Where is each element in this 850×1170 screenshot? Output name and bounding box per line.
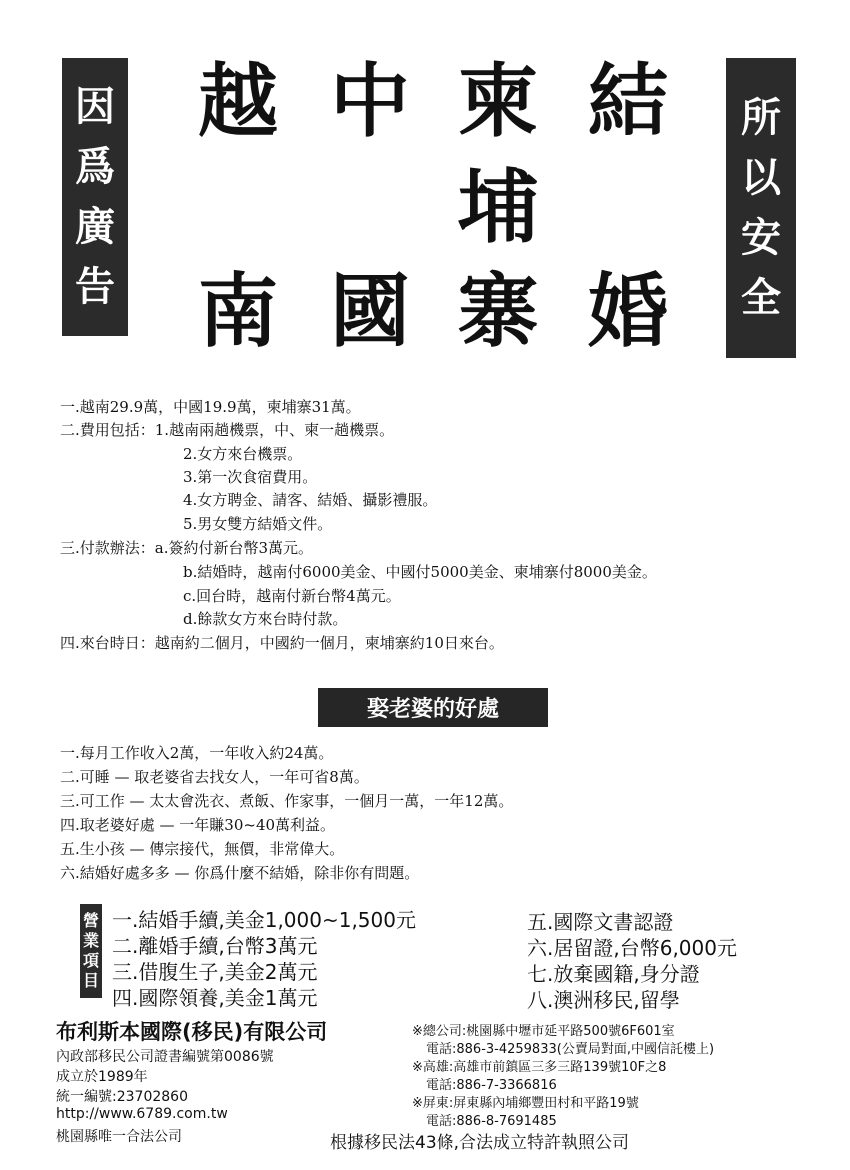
service-item: 六.居留證,台幣6,000元: [527, 936, 737, 960]
services-label-char: 業: [82, 931, 99, 950]
services-label-char: 營: [82, 911, 99, 930]
services-label-char: 目: [82, 971, 99, 990]
service-item: 三.借腹生子,美金2萬元: [112, 960, 318, 984]
benefit-item: 三.可工作 — 太太會洗衣、煮飯、作家事，一個月一萬，一年12萬。: [60, 792, 514, 810]
company-license: 內政部移民公司證書編號第0086號: [56, 1049, 274, 1065]
service-item: 八.澳洲移民,留學: [527, 988, 680, 1012]
address-line: ※高雄:高雄市前鎮區三多三路139號10F之8: [412, 1060, 667, 1075]
license-note: 根據移民法43條,合法成立特許執照公司: [330, 1133, 630, 1153]
headline-char: 寨: [458, 265, 538, 358]
left-banner-char: 爲: [75, 144, 115, 190]
terms-line: 3.第一次食宿費用。: [183, 468, 318, 486]
benefit-item: 二.可睡 — 取老婆省去找女人，一年可省8萬。: [60, 768, 369, 786]
service-item: 四.國際領養,美金1萬元: [112, 986, 318, 1010]
address-line: ※總公司:桃園縣中壢市延平路500號6F601室: [412, 1024, 675, 1039]
service-item: 一.結婚手續,美金1,000~1,500元: [112, 908, 416, 932]
terms-line: 三.付款辦法：a.簽約付新台幣3萬元。: [60, 539, 314, 557]
benefit-item: 四.取老婆好處 — 一年賺30~40萬利益。: [60, 816, 336, 834]
headline-char: 南: [198, 265, 278, 358]
terms-line: 二.費用包括：1.越南兩趟機票，中、柬一趟機票。: [60, 421, 395, 439]
right-vertical-banner: [726, 58, 796, 358]
left-banner-char: 因: [75, 84, 115, 130]
headline-char: 婚: [588, 265, 668, 358]
terms-line: 四.來台時日：越南約二個月，中國約一個月，柬埔寨約10日來台。: [60, 634, 504, 652]
services-label-char: 項: [82, 951, 99, 970]
terms-line: 2.女方來台機票。: [183, 445, 303, 463]
headline-char: 越: [198, 55, 278, 148]
headline-char: 中: [330, 55, 410, 148]
right-banner-char: 全: [741, 275, 781, 321]
headline-char: 結: [588, 55, 668, 148]
terms-line: 一.越南29.9萬，中國19.9萬，柬埔寨31萬。: [60, 398, 361, 416]
service-item: 七.放棄國籍,身分證: [527, 962, 700, 986]
company-founded: 成立於1989年: [56, 1069, 148, 1085]
services-label: [80, 904, 102, 998]
left-banner-char: 告: [75, 264, 115, 310]
company-name: 布利斯本國際(移民)有限公司: [56, 1020, 328, 1044]
headline-char: 國: [330, 265, 410, 358]
phone-line: 電話:886-7-3366816: [426, 1078, 557, 1093]
terms-line: b.結婚時，越南付6000美金、中國付5000美金、柬埔寨付8000美金。: [183, 563, 657, 581]
terms-line: c.回台時，越南付新台幣4萬元。: [183, 587, 401, 605]
benefit-item: 六.結婚好處多多 — 你爲什麼不結婚，除非你有問題。: [60, 864, 420, 882]
left-vertical-banner: [62, 58, 128, 336]
benefits-title: 娶老婆的好處: [318, 688, 548, 727]
headline-char: 柬: [458, 55, 538, 148]
terms-line: d.餘款女方來台時付款。: [183, 610, 348, 628]
benefit-item: 一.每月工作收入2萬，一年收入約24萬。: [60, 744, 334, 762]
company-slogan: 桃園縣唯一合法公司: [56, 1129, 182, 1145]
terms-line: 4.女方聘金、請客、結婚、攝影禮服。: [183, 491, 438, 509]
terms-line: 5.男女雙方結婚文件。: [183, 515, 333, 533]
benefit-item: 五.生小孩 — 傳宗接代，無價，非常偉大。: [60, 840, 345, 858]
phone-line: 電話:886-8-7691485: [426, 1114, 557, 1129]
right-banner-char: 安: [741, 215, 781, 261]
right-banner-char: 所: [741, 95, 781, 141]
company-tax-id: 統一編號:23702860: [56, 1089, 188, 1105]
address-line: ※屏東:屏東縣內埔鄉豐田村和平路19號: [412, 1096, 639, 1111]
company-website[interactable]: http://www.6789.com.tw: [56, 1106, 228, 1122]
right-banner-char: 以: [741, 155, 781, 201]
left-banner-char: 廣: [75, 204, 115, 250]
headline-char: 埔: [458, 161, 538, 254]
service-item: 二.離婚手續,台幣3萬元: [112, 934, 318, 958]
phone-line: 電話:886-3-4259833(公賣局對面,中國信託樓上): [426, 1042, 715, 1057]
service-item: 五.國際文書認證: [527, 910, 674, 934]
